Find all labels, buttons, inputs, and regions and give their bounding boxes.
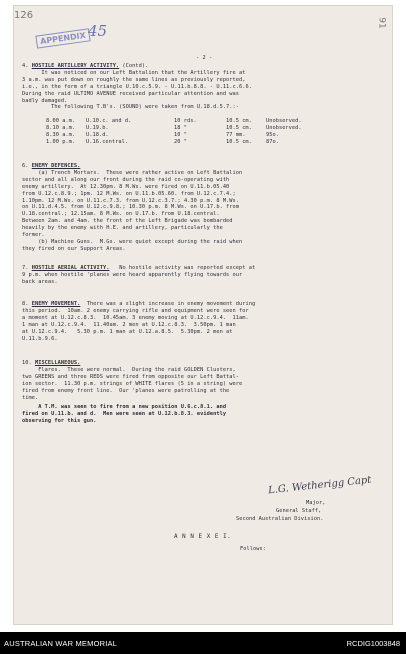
- text-line: (b) Machine Guns. M.Gs. were quiet except during the raid when: [22, 238, 243, 245]
- table-cell-rounds: 20 ": [174, 138, 187, 145]
- section-miscellaneous: [22, 360, 362, 425]
- section-heading: ENEMY DEFENCES.: [31, 163, 81, 169]
- table-row: [46, 118, 302, 125]
- text-line: enemy artillery. At 12.30pm. 8 M.Ws. were fired on U.11.b.05.40: [22, 183, 230, 190]
- archive-footer: [0, 632, 406, 654]
- text-line: U.18.central.; 12.15am. 8 M.Ws. on U.17.b. from U.18.central.: [22, 211, 220, 218]
- text-line: 1 man at U.12.c.9.4. 11.40am. 2 men at U.12.c.8.3. 3.50pm. 1 man: [22, 321, 236, 328]
- text-line: they fired on our Support Areas.: [22, 245, 126, 252]
- text-line: fired on U.11.b. and d. Men were seen at U.12.b.8.3. evidently: [22, 411, 227, 418]
- section-heading: ENEMY MOVEMENT.: [31, 301, 81, 307]
- text-line: a moment at U.12.c.8.3. 10.45am. 3 enemy moving at U.12.c.9.4. 11am.: [22, 314, 249, 321]
- text-line: There was a slight increase in enemy movement during: [80, 301, 256, 307]
- text-line: back areas.: [22, 278, 58, 285]
- annexe-label: A N N E X E I.: [174, 534, 232, 540]
- table-row: [46, 132, 302, 139]
- table-cell-calibre: 10.5 cm.: [226, 118, 252, 124]
- handwritten-signature: L.G. Wetherigg Capt: [267, 474, 372, 497]
- text-line: ion sector. 11.30 p.m. strings of WHITE flares (5 in a string) were: [22, 380, 243, 387]
- table-cell-rounds: 10 ": [174, 131, 187, 138]
- table-row: [46, 139, 302, 146]
- signature-title: General Staff,: [276, 508, 322, 514]
- text-line: at U.12.c.9.4. 5.30 p.m. 1 man at U.12.a.8.5. 5.30pm. 2 men at: [22, 328, 233, 335]
- text-line: former.: [22, 232, 45, 239]
- text-line: time.: [22, 394, 39, 401]
- corner-mark: 91: [376, 17, 387, 29]
- section-enemy-defences: [22, 163, 362, 253]
- signature-division: Second Australian Division.: [236, 516, 324, 522]
- text-line: Between 2am. and 4am. the front of the Left Brigade was bombarded: [22, 218, 233, 225]
- text-line: U.11.b.9.6.: [22, 335, 58, 342]
- text-line: Flares. These were normal. During the raid GOLDEN Clusters,: [22, 366, 236, 373]
- text-line: It was noticed on our Left Battalion that the Artillery fire at: [22, 69, 246, 76]
- signature-rank: Major,: [306, 500, 326, 506]
- section-number: 6.: [22, 163, 29, 169]
- text-line: sector and all along our front during the raid co-operating with: [22, 176, 230, 183]
- text-line: fired from enemy front line. Our 'planes were patrolling at the: [22, 387, 230, 394]
- section-heading: MISCELLANEOUS.: [34, 360, 81, 366]
- sound-bearings-table: [46, 118, 302, 146]
- table-cell-time: 8.00 a.m.: [46, 118, 76, 124]
- table-cell-location: U.18.d.: [86, 131, 109, 138]
- text-line: During the raid ULTIMO AVENUE received particular attention and was: [22, 90, 240, 97]
- table-cell-bearing: 87o.: [266, 138, 279, 145]
- table-cell-bearing: Unobserved.: [266, 118, 302, 124]
- section-number: 4.: [22, 63, 29, 69]
- table-cell-time: 8.10 a.m.: [46, 124, 76, 131]
- text-line: 9 p.m. when hostile 'planes were heard apparently flying towards our: [22, 271, 243, 278]
- text-line: on U.11.d.4.5. from U.12.c.9.8.; 10.30 p.m. 8 M.Ws. on U.17.b. from: [22, 204, 240, 211]
- table-row: [46, 125, 302, 132]
- table-cell-bearing: Unobserved.: [266, 124, 302, 131]
- section-number: 10.: [22, 360, 32, 366]
- section-number: 7.: [22, 265, 29, 271]
- section-heading-suffix: (Contd).: [119, 63, 149, 69]
- text-line: two GREENS and three REDS were fired from opposite our Left Battal-: [22, 373, 240, 380]
- table-cell-calibre: 10.5 cm.: [226, 124, 252, 131]
- text-line: 1.10pm. 12 M.Ws. on U.11.c.7.3. from U.12.c.3.7.; 4.30 p.m. 8 M.Ws.: [22, 197, 240, 204]
- annexe-follows: Follows:: [240, 546, 266, 552]
- section-heading: HOSTILE AERIAL ACTIVITY.: [31, 265, 110, 271]
- appendix-number-handwritten: 45: [88, 22, 108, 40]
- section-hostile-artillery: [22, 63, 362, 111]
- page-marker: - 2 -: [196, 55, 213, 61]
- table-cell-location: U.19.b.: [86, 124, 109, 131]
- text-line: 3 a.m. was put down on roughly the same lines as previously reported,: [22, 76, 246, 83]
- footer-record-id: RCDIG1003848: [346, 639, 400, 648]
- text-line: i.e., in the form of a triangle U.10.c.5.9. - U.11.b.8.8. - U.11.c.6.6.: [22, 83, 252, 90]
- table-cell-bearing: 95o.: [266, 131, 279, 138]
- table-cell-location: U.16.central.: [86, 138, 129, 145]
- text-line: from U.12.c.8.9.; 1pm. 12 M.Ws. on U.11.b.05.60. from U.12.c.7.4.;: [22, 190, 236, 197]
- table-cell-time: 8.30 a.m.: [46, 131, 76, 138]
- footer-institution: AUSTRALIAN WAR MEMORIAL: [4, 639, 118, 648]
- table-cell-calibre: 77 mm.: [226, 131, 246, 138]
- folio-number: 126: [14, 10, 34, 21]
- section-enemy-movement: [22, 301, 362, 342]
- section-heading: HOSTILE ARTILLERY ACTIVITY.: [31, 63, 120, 69]
- text-line: heavily by the enemy with H.E. and artillery, particularly the: [22, 225, 223, 232]
- appendix-stamp-label: APPENDIX: [39, 30, 87, 47]
- text-line: A T.M. was seen to fire from a new position U.6.c.8.1. and: [22, 404, 227, 411]
- text-line: observing for this gun.: [22, 418, 97, 425]
- text-line: (a) Trench Mortars. These were rather active on Left Battalion: [22, 169, 243, 176]
- table-cell-location: U.10.c. and d.: [86, 118, 132, 124]
- table-cell-rounds: 10 rds.: [174, 118, 197, 124]
- text-line: No hostile activity was reported except at: [109, 265, 256, 271]
- table-cell-time: 1.00 p.m.: [46, 138, 76, 145]
- text-line: this period. 10am. 2 enemy carrying rifle and equipment were seen for: [22, 307, 249, 314]
- table-cell-rounds: 18 ": [174, 124, 187, 131]
- text-line: The following T.B's. (SOUND) were taken from U.18.d.5.7.:-: [22, 104, 240, 111]
- table-cell-calibre: 10.5 cm.: [226, 138, 252, 145]
- text-line: badly damaged.: [22, 97, 68, 104]
- section-number: 8.: [22, 301, 29, 307]
- section-hostile-aerial: [22, 265, 362, 286]
